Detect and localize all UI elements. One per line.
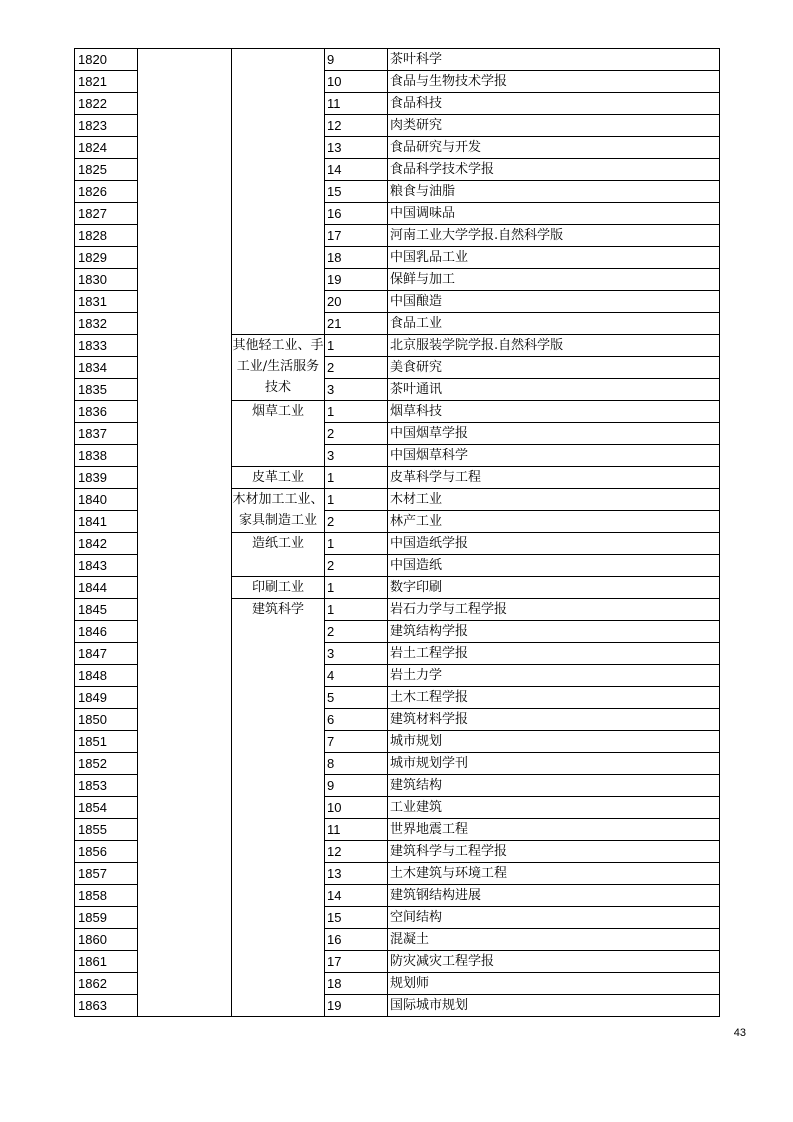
- row-number: 1836: [75, 401, 138, 423]
- subcategory-cell: 烟草工业: [232, 401, 325, 467]
- journal-title: 食品科学技术学报: [388, 159, 720, 181]
- row-number: 1828: [75, 225, 138, 247]
- row-number: 1834: [75, 357, 138, 379]
- journal-title: 中国酿造: [388, 291, 720, 313]
- journal-title: 岩土力学: [388, 665, 720, 687]
- journal-title: 食品研究与开发: [388, 137, 720, 159]
- sequence-number: 14: [325, 885, 388, 907]
- sequence-number: 12: [325, 115, 388, 137]
- sequence-number: 11: [325, 819, 388, 841]
- journal-title: 中国烟草科学: [388, 445, 720, 467]
- sequence-number: 17: [325, 225, 388, 247]
- subcategory-cell: 印刷工业: [232, 577, 325, 599]
- journal-title: 中国造纸: [388, 555, 720, 577]
- journal-title: 肉类研究: [388, 115, 720, 137]
- sequence-number: 13: [325, 863, 388, 885]
- sequence-number: 12: [325, 841, 388, 863]
- sequence-number: 4: [325, 665, 388, 687]
- row-number: 1850: [75, 709, 138, 731]
- sequence-number: 21: [325, 313, 388, 335]
- row-number: 1841: [75, 511, 138, 533]
- subcategory-cell: 皮革工业: [232, 467, 325, 489]
- subcategory-cell: 造纸工业: [232, 533, 325, 577]
- row-number: 1853: [75, 775, 138, 797]
- row-number: 1839: [75, 467, 138, 489]
- journal-title: 皮革科学与工程: [388, 467, 720, 489]
- sequence-number: 3: [325, 445, 388, 467]
- subcategory-cell: [232, 49, 325, 335]
- sequence-number: 2: [325, 621, 388, 643]
- sequence-number: 1: [325, 401, 388, 423]
- sequence-number: 9: [325, 775, 388, 797]
- row-number: 1856: [75, 841, 138, 863]
- journal-title: 食品与生物技术学报: [388, 71, 720, 93]
- journal-title: 保鲜与加工: [388, 269, 720, 291]
- row-number: 1855: [75, 819, 138, 841]
- sequence-number: 2: [325, 357, 388, 379]
- row-number: 1835: [75, 379, 138, 401]
- journal-title: 林产工业: [388, 511, 720, 533]
- subcategory-cell: 其他轻工业、手工业/生活服务技术: [232, 335, 325, 401]
- journal-title: 城市规划学刊: [388, 753, 720, 775]
- sequence-number: 18: [325, 973, 388, 995]
- sequence-number: 16: [325, 929, 388, 951]
- row-number: 1844: [75, 577, 138, 599]
- row-number: 1829: [75, 247, 138, 269]
- row-number: 1830: [75, 269, 138, 291]
- row-number: 1854: [75, 797, 138, 819]
- sequence-number: 17: [325, 951, 388, 973]
- row-number: 1827: [75, 203, 138, 225]
- row-number: 1823: [75, 115, 138, 137]
- sequence-number: 1: [325, 577, 388, 599]
- journal-title: 河南工业大学学报.自然科学版: [388, 225, 720, 247]
- journal-title: 规划师: [388, 973, 720, 995]
- journal-title: 建筑结构学报: [388, 621, 720, 643]
- row-number: 1859: [75, 907, 138, 929]
- journal-title: 粮食与油脂: [388, 181, 720, 203]
- row-number: 1837: [75, 423, 138, 445]
- row-number: 1863: [75, 995, 138, 1017]
- sequence-number: 1: [325, 533, 388, 555]
- journal-title: 木材工业: [388, 489, 720, 511]
- sequence-number: 5: [325, 687, 388, 709]
- sequence-number: 9: [325, 49, 388, 71]
- row-number: 1838: [75, 445, 138, 467]
- sequence-number: 7: [325, 731, 388, 753]
- sequence-number: 14: [325, 159, 388, 181]
- journal-title: 北京服装学院学报.自然科学版: [388, 335, 720, 357]
- journal-title: 混凝土: [388, 929, 720, 951]
- row-number: 1822: [75, 93, 138, 115]
- journal-table: [74, 48, 720, 1017]
- row-number: 1821: [75, 71, 138, 93]
- row-number: 1846: [75, 621, 138, 643]
- table-row: [75, 49, 720, 71]
- sequence-number: 13: [325, 137, 388, 159]
- journal-title: 茶叶通讯: [388, 379, 720, 401]
- journal-title: 建筑材料学报: [388, 709, 720, 731]
- page-number: 43: [733, 1027, 746, 1039]
- sequence-number: 19: [325, 995, 388, 1017]
- journal-title: 数字印刷: [388, 577, 720, 599]
- sequence-number: 2: [325, 555, 388, 577]
- journal-title: 土木建筑与环境工程: [388, 863, 720, 885]
- row-number: 1826: [75, 181, 138, 203]
- row-number: 1848: [75, 665, 138, 687]
- row-number: 1831: [75, 291, 138, 313]
- row-number: 1861: [75, 951, 138, 973]
- sequence-number: 2: [325, 511, 388, 533]
- sequence-number: 1: [325, 599, 388, 621]
- row-number: 1849: [75, 687, 138, 709]
- sequence-number: 11: [325, 93, 388, 115]
- journal-title: 世界地震工程: [388, 819, 720, 841]
- row-number: 1824: [75, 137, 138, 159]
- row-number: 1852: [75, 753, 138, 775]
- journal-title: 烟草科技: [388, 401, 720, 423]
- journal-title: 中国调味品: [388, 203, 720, 225]
- journal-title: 食品科技: [388, 93, 720, 115]
- sequence-number: 3: [325, 379, 388, 401]
- subcategory-cell: 木材加工工业、家具制造工业: [232, 489, 325, 533]
- major-category-cell: [138, 49, 232, 1017]
- journal-title: 防灾减灾工程学报: [388, 951, 720, 973]
- journal-title: 食品工业: [388, 313, 720, 335]
- row-number: 1825: [75, 159, 138, 181]
- row-number: 1862: [75, 973, 138, 995]
- row-number: 1843: [75, 555, 138, 577]
- row-number: 1858: [75, 885, 138, 907]
- sequence-number: 6: [325, 709, 388, 731]
- row-number: 1860: [75, 929, 138, 951]
- sequence-number: 15: [325, 181, 388, 203]
- sequence-number: 8: [325, 753, 388, 775]
- row-number: 1840: [75, 489, 138, 511]
- row-number: 1842: [75, 533, 138, 555]
- journal-title: 土木工程学报: [388, 687, 720, 709]
- row-number: 1820: [75, 49, 138, 71]
- journal-title: 岩石力学与工程学报: [388, 599, 720, 621]
- journal-title: 中国造纸学报: [388, 533, 720, 555]
- sequence-number: 3: [325, 643, 388, 665]
- row-number: 1845: [75, 599, 138, 621]
- journal-table-container: [74, 48, 719, 1017]
- sequence-number: 1: [325, 335, 388, 357]
- subcategory-cell: 建筑科学: [232, 599, 325, 1017]
- sequence-number: 10: [325, 797, 388, 819]
- row-number: 1847: [75, 643, 138, 665]
- sequence-number: 15: [325, 907, 388, 929]
- row-number: 1832: [75, 313, 138, 335]
- journal-title: 岩土工程学报: [388, 643, 720, 665]
- sequence-number: 16: [325, 203, 388, 225]
- journal-title: 中国乳品工业: [388, 247, 720, 269]
- journal-title: 中国烟草学报: [388, 423, 720, 445]
- sequence-number: 19: [325, 269, 388, 291]
- sequence-number: 2: [325, 423, 388, 445]
- journal-title: 工业建筑: [388, 797, 720, 819]
- row-number: 1857: [75, 863, 138, 885]
- sequence-number: 1: [325, 467, 388, 489]
- sequence-number: 18: [325, 247, 388, 269]
- row-number: 1851: [75, 731, 138, 753]
- sequence-number: 10: [325, 71, 388, 93]
- journal-title: 空间结构: [388, 907, 720, 929]
- journal-title: 美食研究: [388, 357, 720, 379]
- journal-title: 城市规划: [388, 731, 720, 753]
- journal-title: 建筑结构: [388, 775, 720, 797]
- journal-title: 茶叶科学: [388, 49, 720, 71]
- journal-title: 建筑科学与工程学报: [388, 841, 720, 863]
- row-number: 1833: [75, 335, 138, 357]
- sequence-number: 20: [325, 291, 388, 313]
- sequence-number: 1: [325, 489, 388, 511]
- journal-title: 建筑钢结构进展: [388, 885, 720, 907]
- journal-table-body: [75, 49, 720, 1017]
- journal-title: 国际城市规划: [388, 995, 720, 1017]
